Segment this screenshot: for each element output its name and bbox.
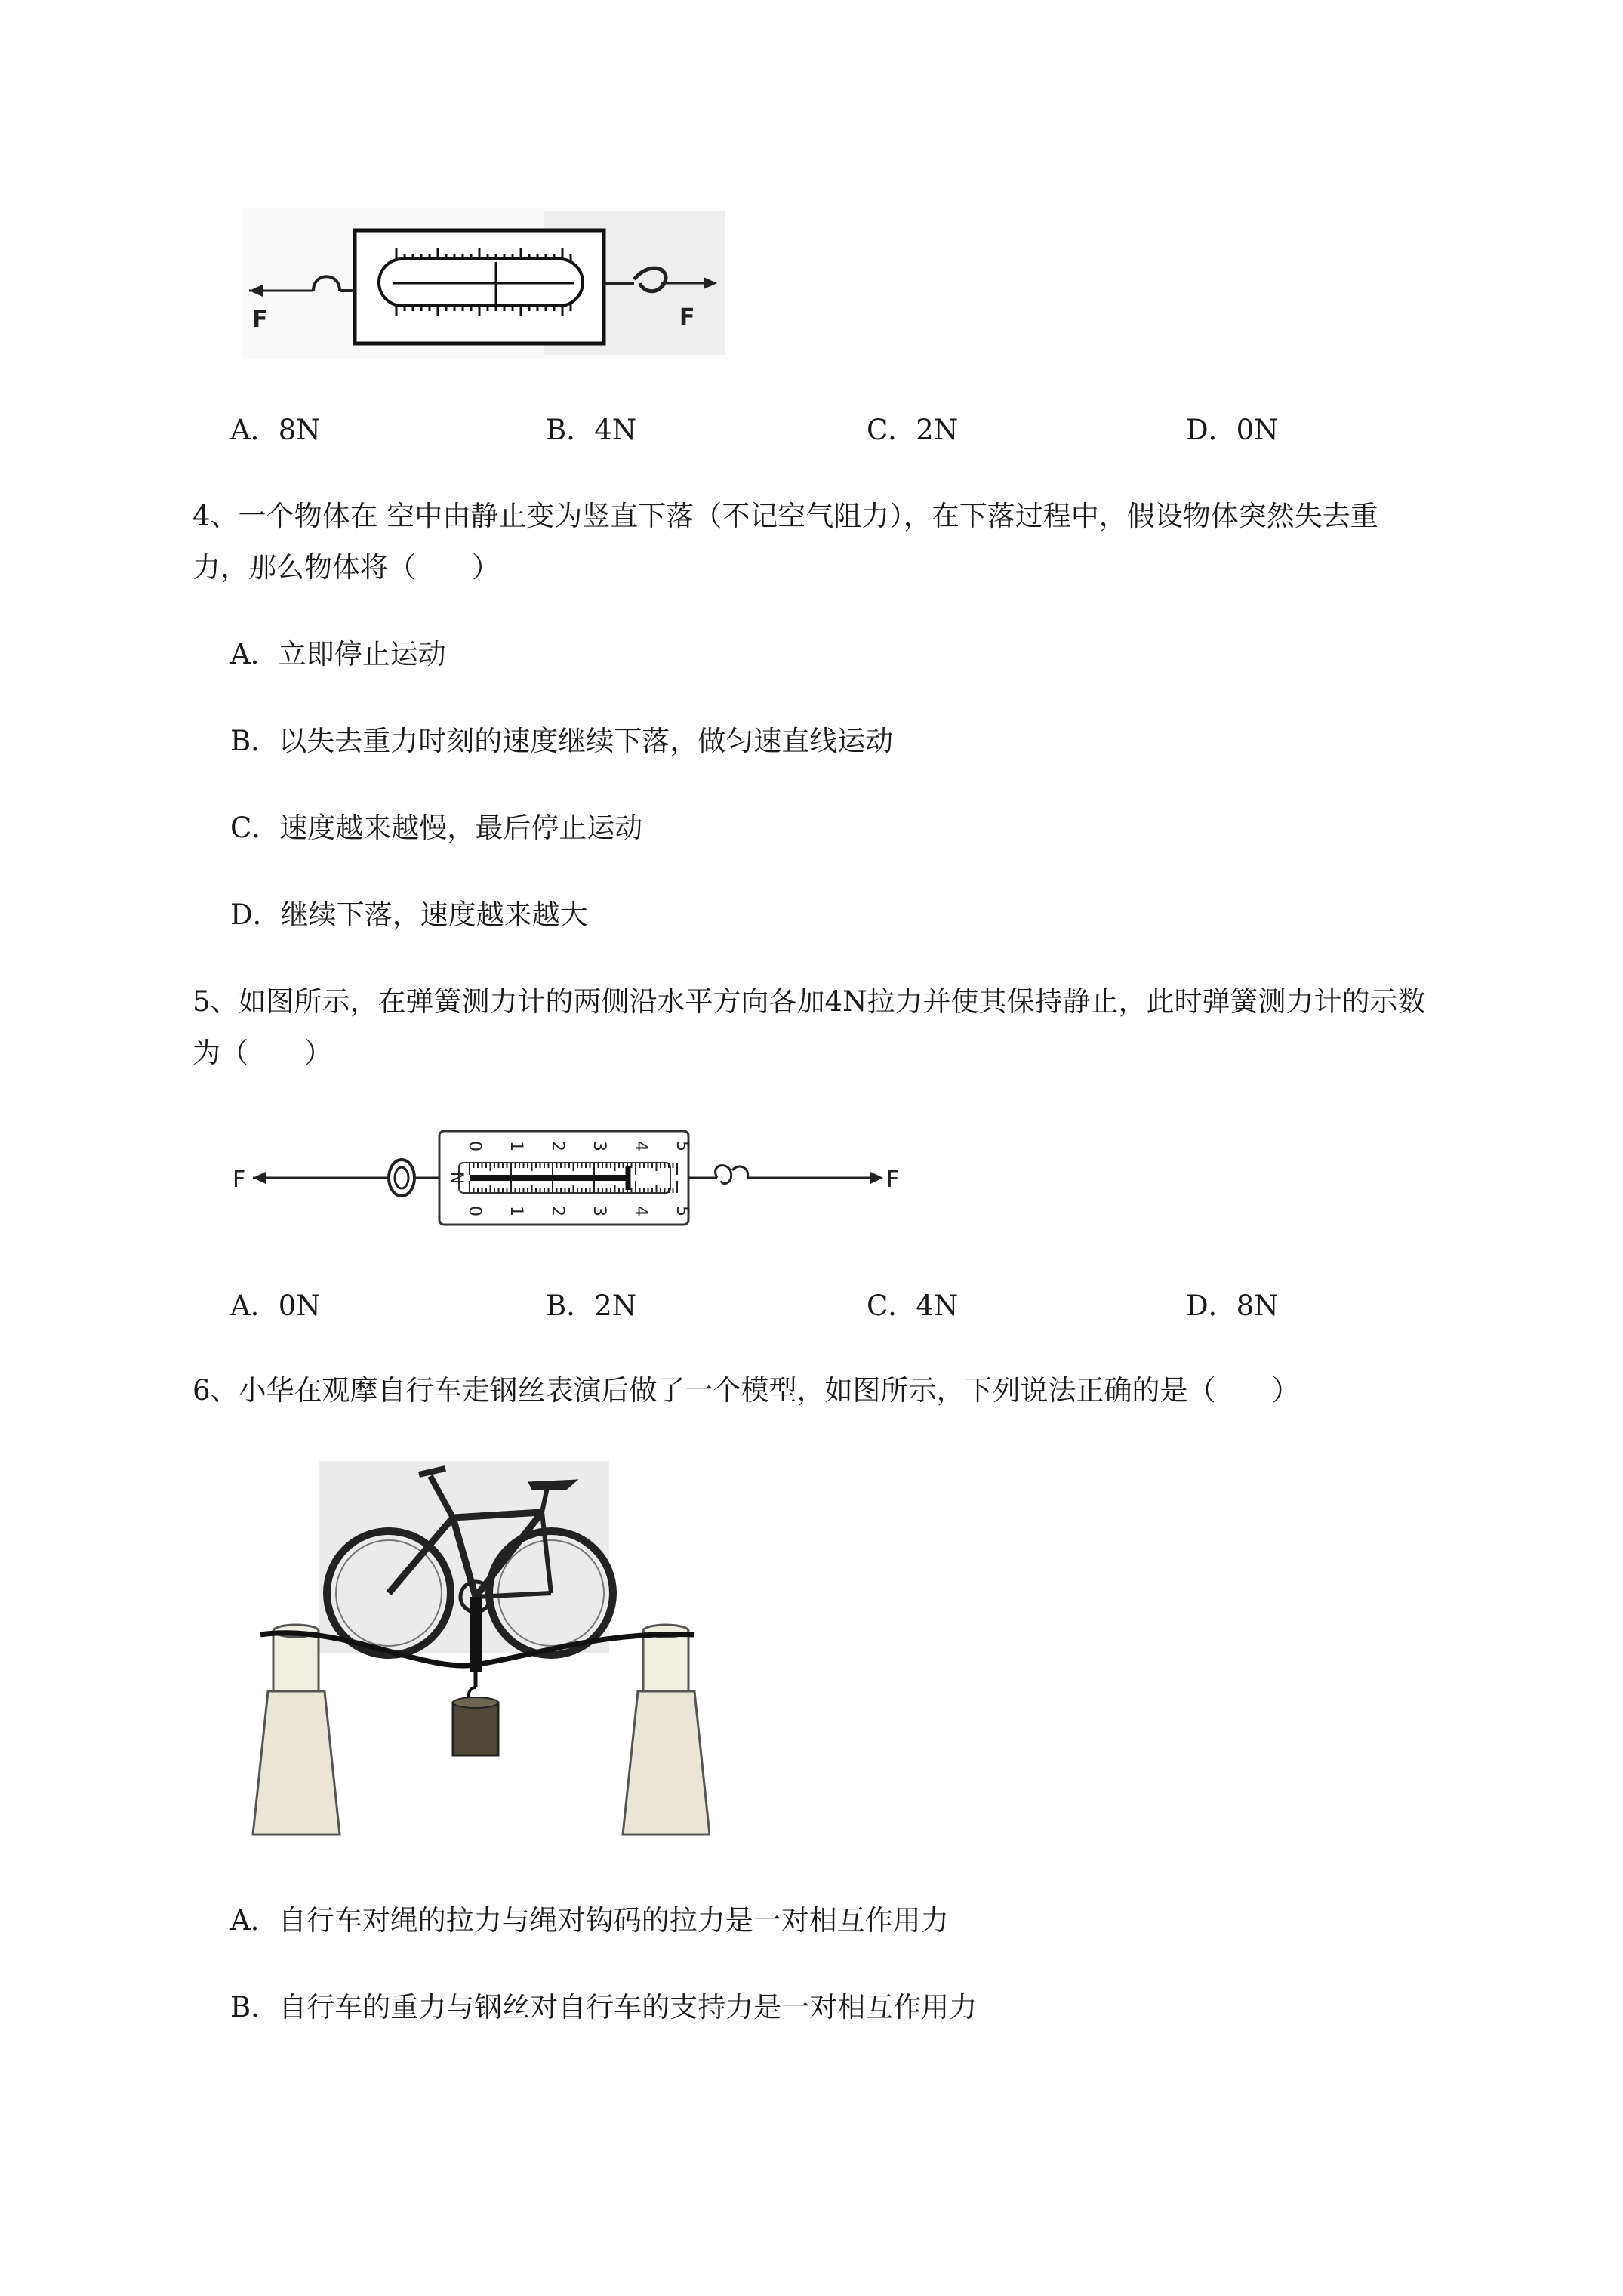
q5-stem-line1: 5、如图所示，在弹簧测力计的两侧沿水平方向各加4N拉力并使其保持静止，此时弹簧测力计的示数 xyxy=(192,985,1426,1018)
q5-option-d: D．8N xyxy=(1186,1290,1279,1322)
q5-scale-number-top-0: 0 xyxy=(465,1141,484,1151)
q3-option-b: B．4N xyxy=(546,414,637,446)
q5-scale-number-bottom-2: 2 xyxy=(548,1206,567,1216)
q3-label-left: F xyxy=(252,307,268,333)
q4-option-a: A．立即停止运动 xyxy=(230,638,446,670)
q5-option-b: B．2N xyxy=(546,1290,637,1322)
q5-scale-number-bottom-0: 0 xyxy=(465,1206,484,1216)
q3-spring-scale-figure xyxy=(242,208,725,359)
q5-scale-number-bottom-1: 1 xyxy=(507,1206,525,1216)
q5-label-left: F xyxy=(233,1166,246,1193)
q3-option-a: A．8N xyxy=(230,414,321,446)
q6-stem: 6、小华在观摩自行车走钢丝表演后做了一个模型，如图所示，下列说法正确的是（ ） xyxy=(192,1374,1300,1407)
q4-stem-line1: 4、一个物体在 空中由静止变为竖直下落（不记空气阻力），在下落过程中，假设物体突然失去重 xyxy=(192,500,1378,532)
q4-option-b: B．以失去重力时刻的速度继续下落，做匀速直线运动 xyxy=(230,725,894,757)
q4-stem-line2: 力，那么物体将（ ） xyxy=(192,551,500,584)
q4-option-c: C．速度越来越慢，最后停止运动 xyxy=(230,812,643,844)
q6-option-a: A．自行车对绳的拉力与绳对钩码的拉力是一对相互作用力 xyxy=(230,1904,949,1937)
q5-scale-number-bottom-5: 5 xyxy=(673,1206,691,1216)
q5-scale-number-top-2: 2 xyxy=(548,1141,567,1151)
q5-scale-number-top-1: 1 xyxy=(507,1141,525,1151)
q5-scale-number-bottom-3: 3 xyxy=(590,1206,608,1216)
q5-scale-number-top-3: 3 xyxy=(590,1141,608,1151)
q5-option-a: A．0N xyxy=(230,1290,321,1322)
q5-label-right: F xyxy=(886,1166,900,1193)
q5-unit-label: N xyxy=(447,1171,466,1185)
q5-scale-number-bottom-4: 4 xyxy=(631,1206,650,1216)
q5-spring-scale-figure xyxy=(226,1117,906,1238)
q3-option-d: D．0N xyxy=(1186,414,1279,446)
q5-stem-line2: 为（ ） xyxy=(192,1037,332,1069)
q3-label-right: F xyxy=(679,304,695,331)
q6-bicycle-tightrope-figure xyxy=(226,1461,710,1854)
q6-option-b: B．自行车的重力与钢丝对自行车的支持力是一对相互作用力 xyxy=(230,1991,978,2023)
q3-option-c: C．2N xyxy=(867,414,959,446)
q5-option-c: C．4N xyxy=(867,1290,959,1322)
q4-option-d: D．继续下落，速度越来越大 xyxy=(230,898,588,931)
q5-scale-number-top-4: 4 xyxy=(631,1141,650,1151)
q5-scale-number-top-5: 5 xyxy=(673,1141,691,1151)
